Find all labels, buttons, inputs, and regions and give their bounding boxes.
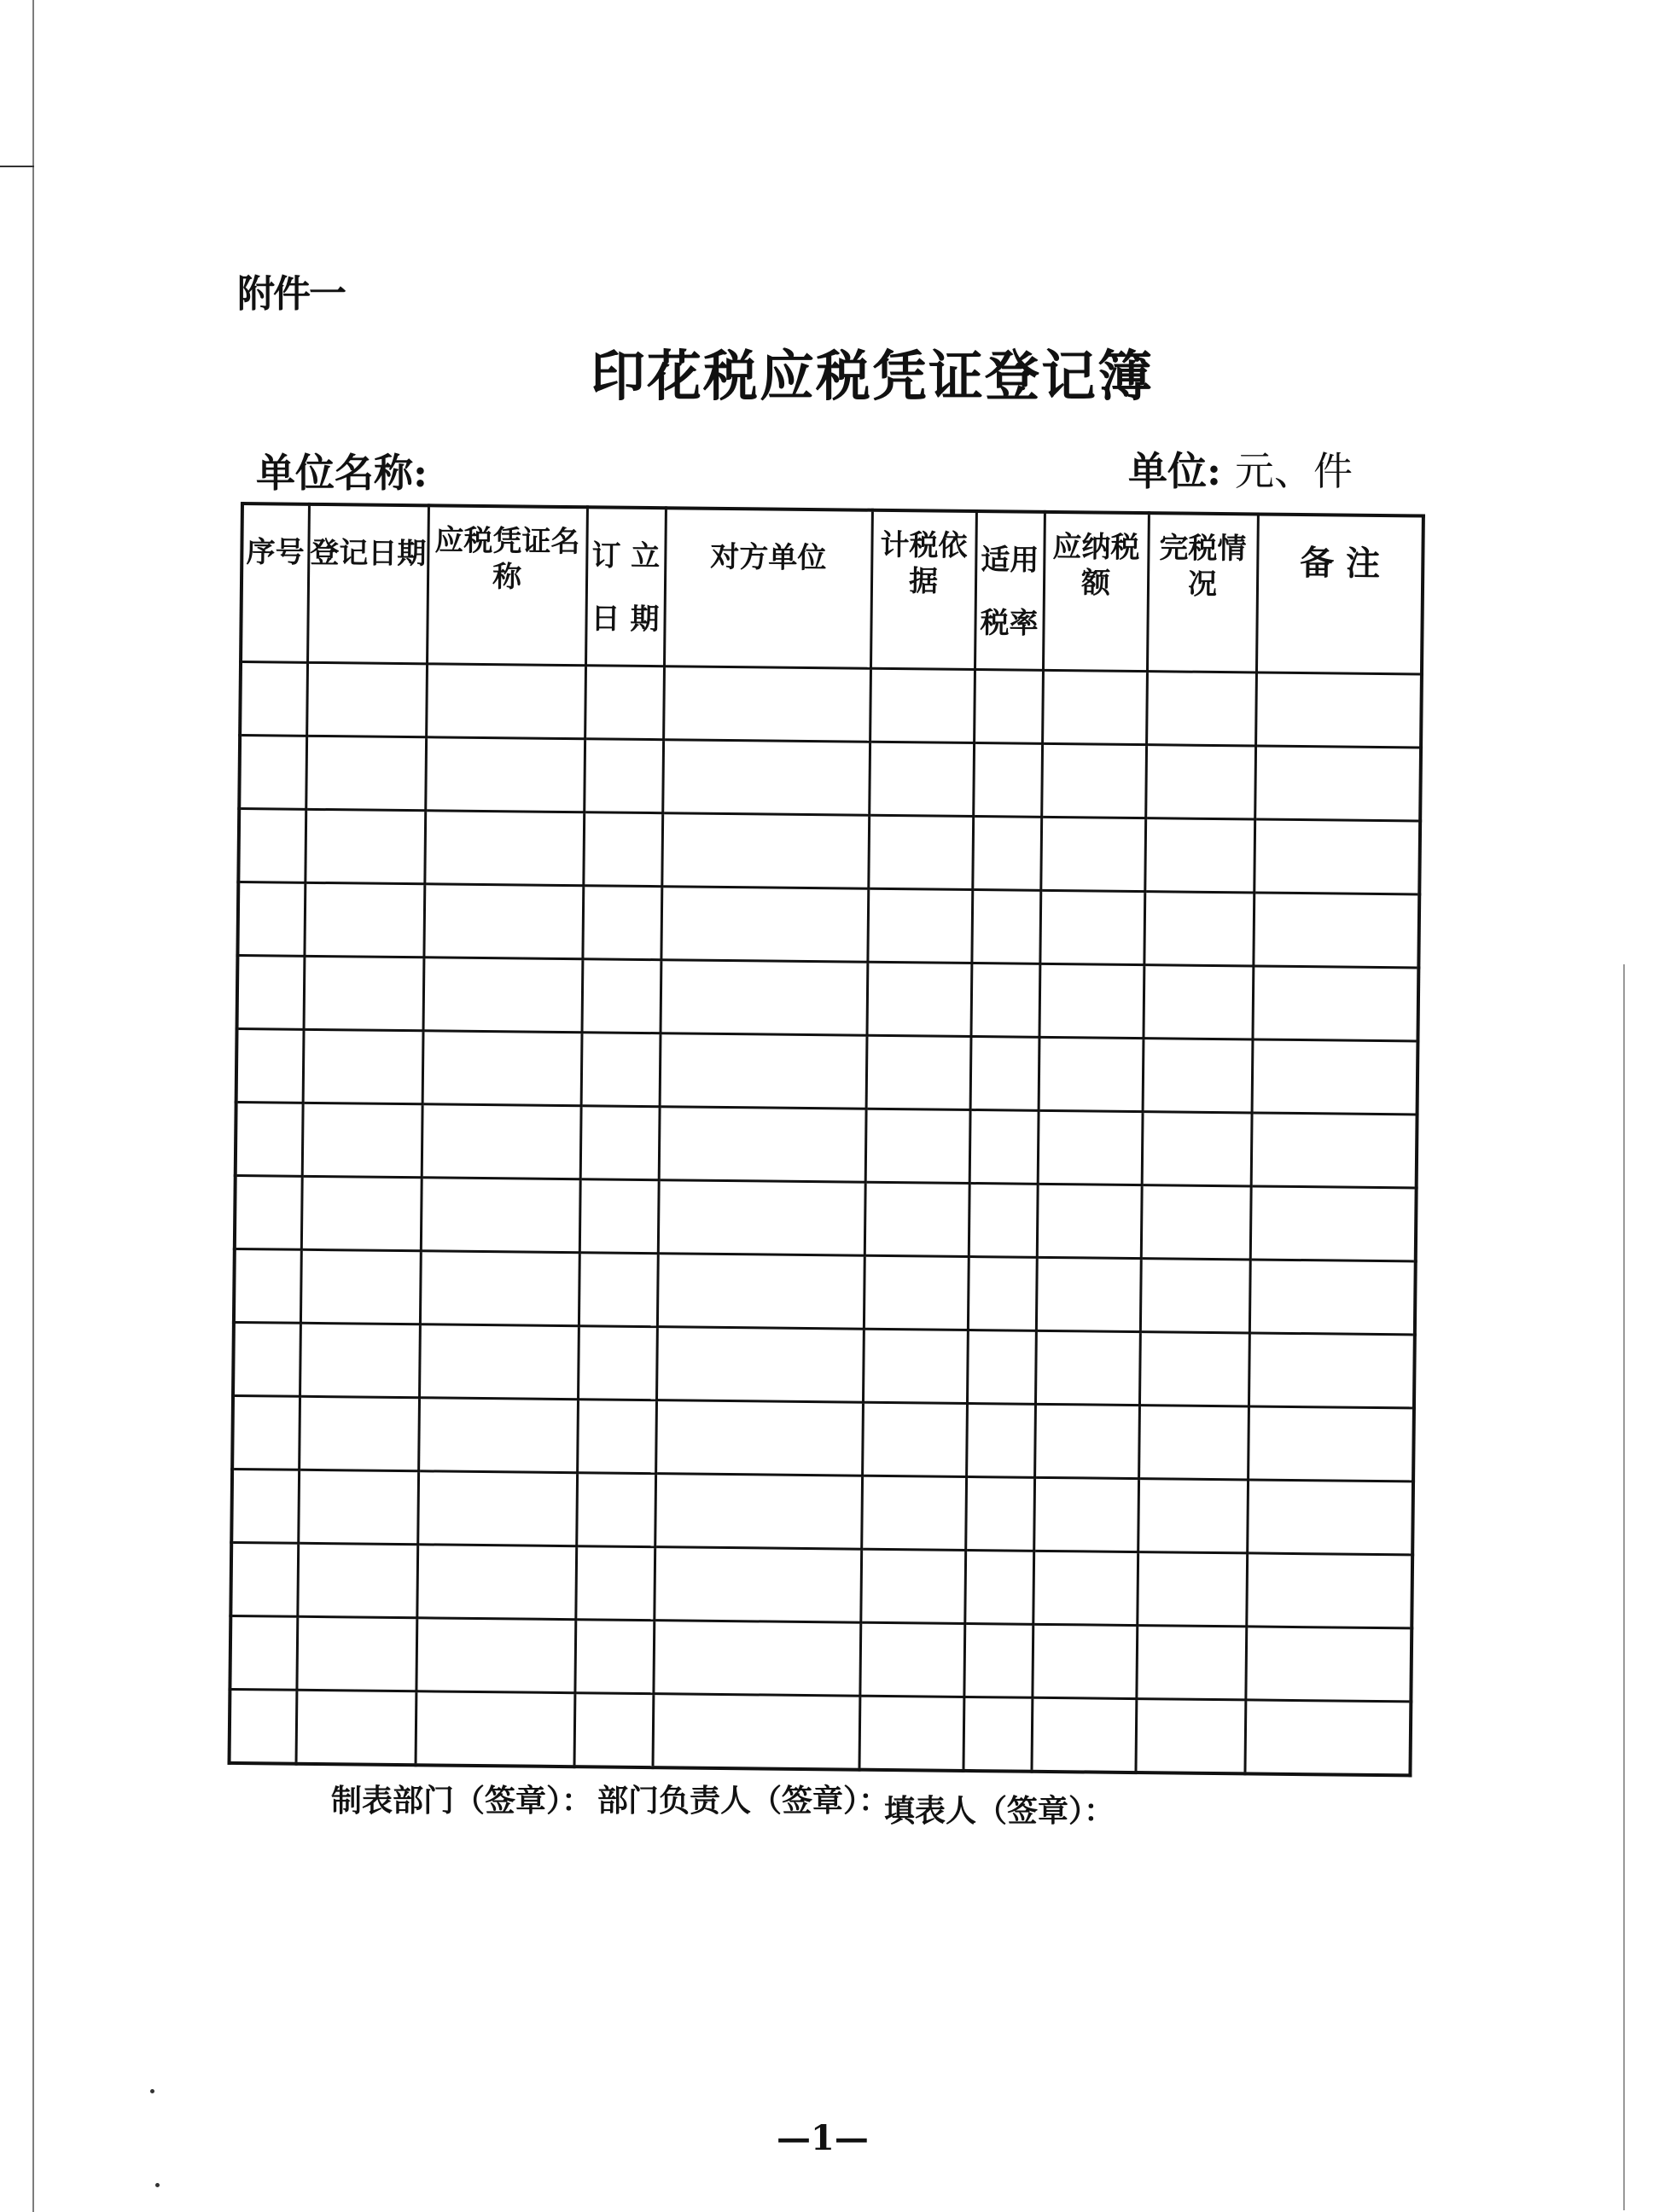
table-cell: [1033, 1551, 1138, 1625]
table-cell: [868, 815, 973, 889]
table-cell: [1042, 670, 1147, 744]
table-cell: [304, 882, 424, 957]
table-cell: [1253, 893, 1419, 968]
table-cell: [655, 1474, 862, 1550]
table-cell: [968, 1256, 1037, 1330]
scan-speck: [155, 2183, 160, 2187]
table-cell: [418, 1398, 578, 1473]
table-cell: [236, 1102, 303, 1176]
document-title: 印花税应税凭证登记簿: [591, 345, 1154, 409]
table-cell: [1036, 1257, 1141, 1331]
table-cell: [230, 1542, 298, 1616]
table-cell: [303, 1029, 423, 1103]
table-cell: [422, 1104, 581, 1179]
table-cell: [1138, 1406, 1249, 1480]
table-row: [230, 1542, 1412, 1627]
table-cell: [964, 1550, 1033, 1624]
table-row: [235, 1175, 1417, 1260]
table-row: [236, 1028, 1418, 1114]
unit-measure-value: 元、件: [1235, 448, 1353, 494]
table-cell: [661, 960, 868, 1036]
table-cell: [657, 1254, 864, 1330]
table-cell: [230, 1689, 297, 1763]
table-cell: [966, 1403, 1035, 1477]
table-cell: [419, 1324, 579, 1400]
table-cell: [240, 662, 307, 736]
col-header-tax-payable: 应纳税额: [1043, 512, 1149, 672]
table-cell: [239, 736, 306, 810]
table-cell: [416, 1618, 575, 1693]
table-cell: [1135, 1699, 1245, 1774]
table-cell: [424, 811, 584, 886]
table-cell: [423, 958, 583, 1033]
table-cell: [1144, 892, 1254, 966]
table-cell: [578, 1326, 657, 1400]
table-cell: [661, 887, 868, 963]
table-cell: [575, 1546, 655, 1621]
stamp-tax-ledger-table: [228, 502, 1425, 1777]
table-row: [231, 1469, 1413, 1554]
col-header-payment-status: 完税情况: [1147, 513, 1258, 672]
table-cell: [236, 1028, 304, 1103]
table-cell: [1143, 965, 1253, 1039]
table-cell: [653, 1621, 860, 1697]
table-cell: [969, 1109, 1039, 1184]
table-cell: [1254, 746, 1421, 821]
table-cell: [864, 1255, 969, 1330]
table-cell: [970, 963, 1039, 1037]
table-cell: [298, 1470, 418, 1544]
page-number: —1—: [777, 2118, 869, 2158]
table-header-row: [241, 504, 1423, 674]
table-cell: [1138, 1479, 1248, 1553]
table-cell: [423, 884, 583, 959]
table-cell: [974, 670, 1043, 744]
table-row: [236, 1102, 1417, 1187]
table-cell: [656, 1327, 864, 1403]
table-row: [240, 662, 1422, 748]
col-header-counterparty: 对方单位: [664, 508, 872, 668]
table-cell: [300, 1249, 421, 1324]
table-cell: [1252, 966, 1418, 1041]
table-cell: [585, 666, 664, 740]
table-cell: [866, 962, 971, 1036]
table-cell: [304, 956, 424, 1030]
table-cell: [234, 1249, 301, 1323]
col-header-remarks: 备 注: [1256, 514, 1423, 674]
table-cell: [579, 1253, 658, 1327]
signature-department: 制表部门（签章）：: [331, 1783, 593, 1819]
table-row: [237, 955, 1419, 1040]
table-cell: [574, 1693, 654, 1767]
table-row: [237, 882, 1419, 967]
table-cell: [1035, 1330, 1140, 1405]
unit-measure-label: 单位:: [1128, 448, 1221, 494]
table-cell: [582, 886, 661, 960]
col-header-sign-date: 订 立 日 期: [585, 507, 666, 666]
table-cell: [967, 1330, 1036, 1404]
table-cell: [859, 1622, 964, 1697]
table-row: [233, 1322, 1415, 1407]
scan-edge-left: [32, 0, 34, 2212]
table-cell: [1252, 1039, 1418, 1115]
table-cell: [300, 1323, 420, 1397]
table-cell: [973, 743, 1042, 818]
table-cell: [652, 1694, 859, 1770]
signature-department-head: 部门负责人（签章）：: [597, 1783, 890, 1819]
table-cell: [1039, 1037, 1144, 1111]
table-row: [232, 1395, 1414, 1481]
attachment-label: 附件一: [237, 272, 345, 316]
table-cell: [866, 1035, 971, 1109]
table-cell: [1255, 672, 1422, 748]
table-cell: [1248, 1406, 1414, 1481]
table-cell: [576, 1473, 655, 1547]
col-header-seq: 序号: [241, 504, 309, 662]
table-cell: [235, 1175, 302, 1249]
table-cell: [577, 1400, 656, 1474]
table-cell: [963, 1623, 1033, 1697]
unit-measure: [1128, 440, 1353, 497]
table-cell: [1246, 1553, 1412, 1628]
table-cell: [580, 1106, 660, 1180]
table-cell: [1032, 1624, 1137, 1698]
table-cell: [297, 1543, 417, 1617]
col-header-voucher-name: 应税凭证名称: [427, 505, 587, 665]
table-cell: [305, 809, 425, 883]
table-cell: [860, 1549, 965, 1623]
table-cell: [1249, 1260, 1416, 1335]
table-row: [230, 1615, 1412, 1701]
table-cell: [1041, 743, 1146, 818]
table-cell: [869, 742, 974, 816]
table-cell: [426, 664, 585, 739]
table-cell: [1039, 890, 1144, 964]
col-header-register-date: 登记日期: [307, 504, 428, 664]
scan-edge-tick: [0, 166, 34, 167]
table-cell: [417, 1471, 577, 1546]
table-cell: [865, 1109, 970, 1183]
table-cell: [299, 1396, 419, 1470]
table-cell: [296, 1616, 416, 1691]
table-cell: [1251, 1113, 1417, 1188]
table-cell: [1244, 1700, 1411, 1776]
table-cell: [420, 1251, 579, 1326]
table-cell: [231, 1469, 299, 1543]
table-cell: [1144, 818, 1254, 893]
table-cell: [1137, 1552, 1247, 1627]
table-cell: [306, 736, 426, 810]
table-row: [234, 1249, 1416, 1334]
table-cell: [582, 959, 661, 1033]
table-cell: [963, 1697, 1032, 1771]
table-cell: [232, 1395, 300, 1470]
table-cell: [584, 739, 663, 813]
table-cell: [870, 668, 975, 742]
table-row: [238, 809, 1420, 894]
table-cell: [1145, 745, 1255, 819]
table-cell: [969, 1183, 1038, 1257]
table-cell: [662, 740, 870, 816]
table-cell: [863, 1329, 968, 1403]
table-cell: [237, 882, 305, 956]
table-cell: [422, 1031, 582, 1106]
table-cell: [416, 1545, 576, 1620]
table-cell: [301, 1176, 422, 1250]
table-cell: [859, 1696, 963, 1771]
scan-edge-right: [1623, 964, 1625, 2210]
signature-preparer: 填表人（签章）：: [884, 1793, 1115, 1829]
table-cell: [655, 1400, 863, 1476]
table-cell: [660, 1033, 867, 1109]
table-cell: [1254, 819, 1420, 894]
unit-name-label: 单位名称:: [256, 450, 428, 496]
table-cell: [233, 1322, 300, 1396]
table-cell: [1136, 1626, 1246, 1700]
table-cell: [1031, 1697, 1136, 1773]
table-row: [239, 736, 1421, 821]
table-cell: [583, 812, 662, 887]
table-cell: [1039, 963, 1144, 1038]
table-cell: [1033, 1477, 1138, 1551]
table-cell: [574, 1620, 654, 1694]
table-cell: [1141, 1185, 1251, 1260]
table-cell: [1245, 1627, 1412, 1702]
table-cell: [658, 1180, 865, 1256]
table-cell: [425, 737, 585, 812]
table-cell: [970, 1036, 1039, 1110]
table-cell: [416, 1691, 575, 1767]
table-row: [230, 1689, 1412, 1775]
table-cell: [1139, 1332, 1249, 1406]
table-cell: [972, 817, 1041, 891]
table-cell: [302, 1103, 422, 1177]
table-cell: [965, 1476, 1034, 1551]
table-cell: [1140, 1259, 1250, 1333]
table-cell: [1038, 1110, 1143, 1185]
table-cell: [1142, 1112, 1252, 1186]
table-cell: [663, 667, 870, 742]
col-header-tax-basis: 计税依据: [870, 510, 976, 670]
table-cell: [238, 809, 306, 883]
table-body: [230, 662, 1422, 1776]
table-cell: [659, 1107, 866, 1183]
table-cell: [661, 813, 869, 889]
table-cell: [1037, 1184, 1142, 1258]
table-cell: [1143, 1039, 1253, 1113]
table-cell: [581, 1033, 661, 1107]
table-cell: [1247, 1480, 1413, 1555]
table-cell: [1034, 1404, 1139, 1478]
table-cell: [864, 1182, 969, 1256]
table-cell: [421, 1178, 580, 1253]
table-cell: [306, 662, 427, 736]
table-cell: [296, 1690, 416, 1765]
table-cell: [861, 1476, 966, 1550]
table-cell: [1249, 1333, 1415, 1408]
table-cell: [237, 955, 305, 1029]
table-cell: [1250, 1186, 1417, 1261]
table-cell: [579, 1179, 659, 1254]
table-cell: [862, 1402, 967, 1476]
table-cell: [867, 888, 972, 963]
table-cell: [1146, 672, 1256, 746]
table-cell: [971, 890, 1040, 964]
table-cell: [230, 1615, 297, 1690]
table-cell: [1040, 817, 1145, 891]
table-cell: [654, 1547, 861, 1623]
col-header-tax-rate: 适用 税率: [975, 511, 1045, 670]
scan-speck: [150, 2089, 154, 2093]
